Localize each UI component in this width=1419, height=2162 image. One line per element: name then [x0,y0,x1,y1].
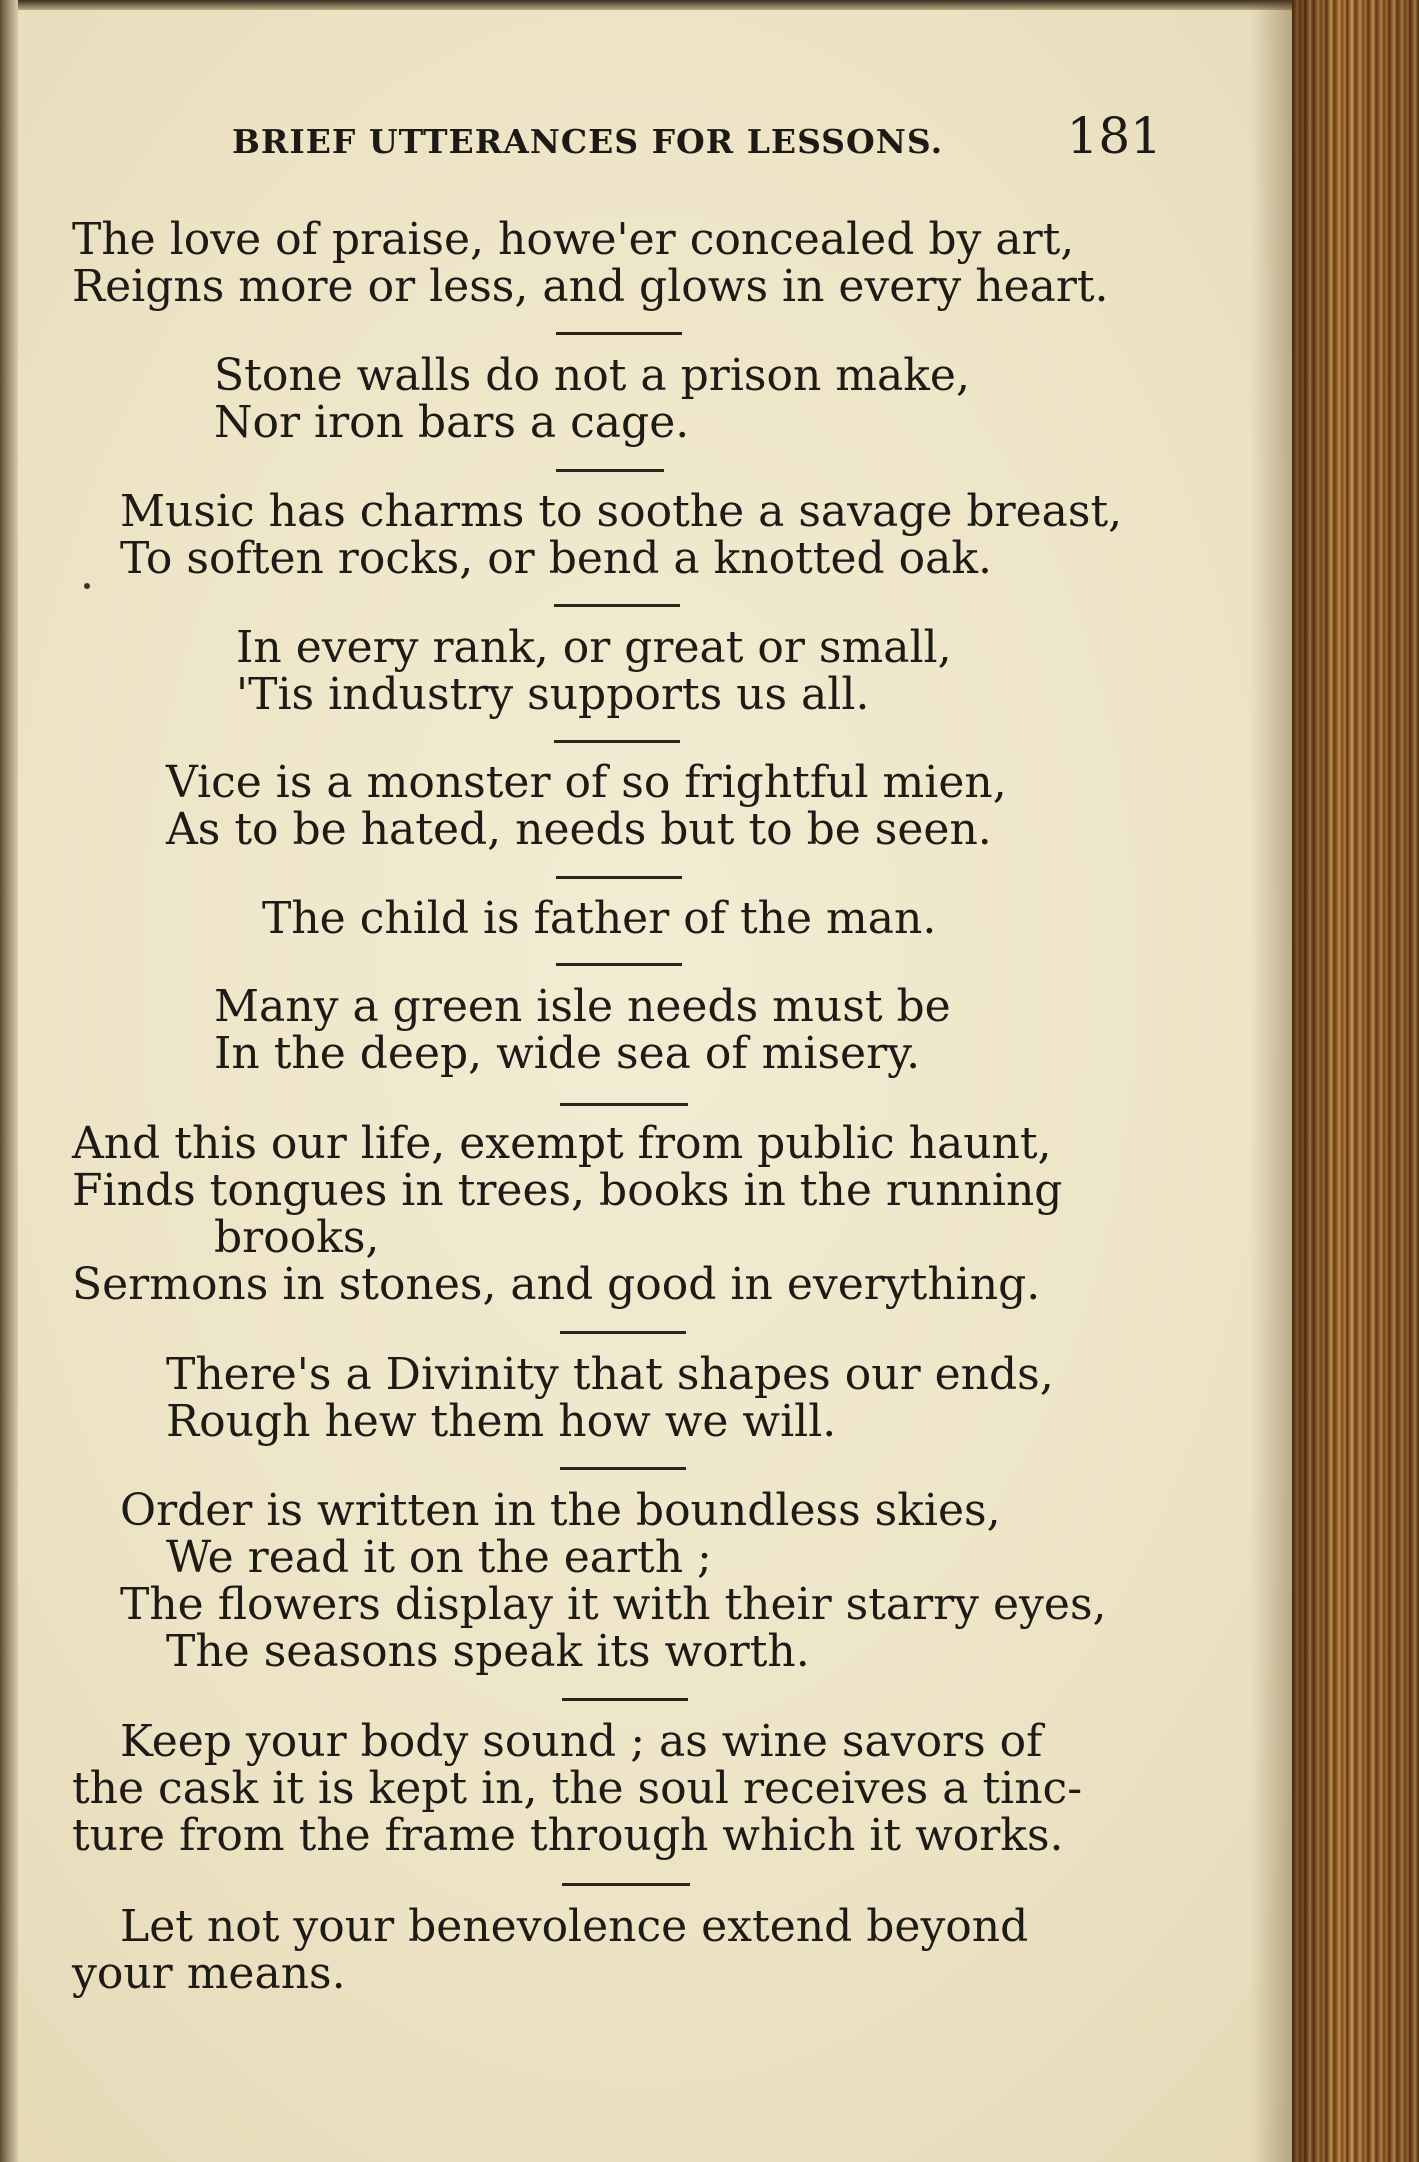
quote-line: your means. [72,1948,346,1999]
divider-rule [560,1467,686,1470]
divider-rule [562,1883,690,1886]
quote-line: We read it on the earth ; [166,1532,712,1583]
page-number: 181 [1066,107,1162,165]
divider-rule [562,1698,688,1701]
page-left-edge [0,0,18,2162]
quote-line: There's a Divinity that shapes our ends, [166,1349,1054,1400]
page-gutter-shadow [1250,0,1294,2162]
quote-line: Nor iron bars a cage. [214,397,690,448]
divider-rule [556,963,682,966]
quote-line: The love of praise, howe'er concealed by art, [72,214,1075,265]
quote-line: The flowers display it with their starry eyes, [120,1579,1107,1630]
quote-line: In the deep, wide sea of misery. [214,1028,921,1079]
quote-line: Let not your benevolence extend beyond [120,1901,1029,1952]
divider-rule [554,604,680,607]
quote-line: To soften rocks, or bend a knotted oak. [120,533,993,584]
quote-line: brooks, [214,1212,380,1263]
quote-line: ture from the frame through which it works. [72,1810,1064,1861]
quote-line: Music has charms to soothe a savage breast, [120,486,1123,537]
quote-line: Sermons in stones, and good in everything. [72,1259,1041,1310]
quote-line: As to be hated, needs but to be seen. [166,804,992,855]
quote-line: Stone walls do not a prison make, [214,350,970,401]
book-page-edges-shade [1292,0,1419,2162]
running-head: BRIEF UTTERANCES FOR LESSONS. [232,122,944,161]
quote-line: And this our life, exempt from public haunt, [72,1118,1052,1169]
divider-rule [556,469,664,472]
page-top-edge [0,0,1419,10]
quote-line: Many a green isle needs must be [214,981,951,1032]
quote-line: In every rank, or great or small, [236,622,952,673]
quote-line: The child is father of the man. [262,893,937,944]
quote-line: Keep your body sound ; as wine savors of [120,1716,1043,1767]
quote-line: 'Tis industry supports us all. [236,669,870,720]
divider-rule [560,1103,688,1106]
page-header [232,108,1162,168]
quote-line: Reigns more or less, and glows in every heart. [72,261,1109,312]
quote-line: Order is written in the boundless skies, [120,1485,1001,1536]
divider-rule [556,876,682,879]
quote-line: Vice is a monster of so frightful mien, [166,757,1007,808]
quote-line: Finds tongues in trees, books in the running [72,1165,1063,1216]
quote-line: Rough hew them how we will. [166,1396,837,1447]
divider-rule [556,332,682,335]
quote-line: the cask it is kept in, the soul receives a tinc- [72,1763,1083,1814]
divider-rule [554,740,680,743]
ink-speck [84,583,90,589]
divider-rule [560,1331,686,1334]
quote-line: The seasons speak its worth. [166,1626,810,1677]
